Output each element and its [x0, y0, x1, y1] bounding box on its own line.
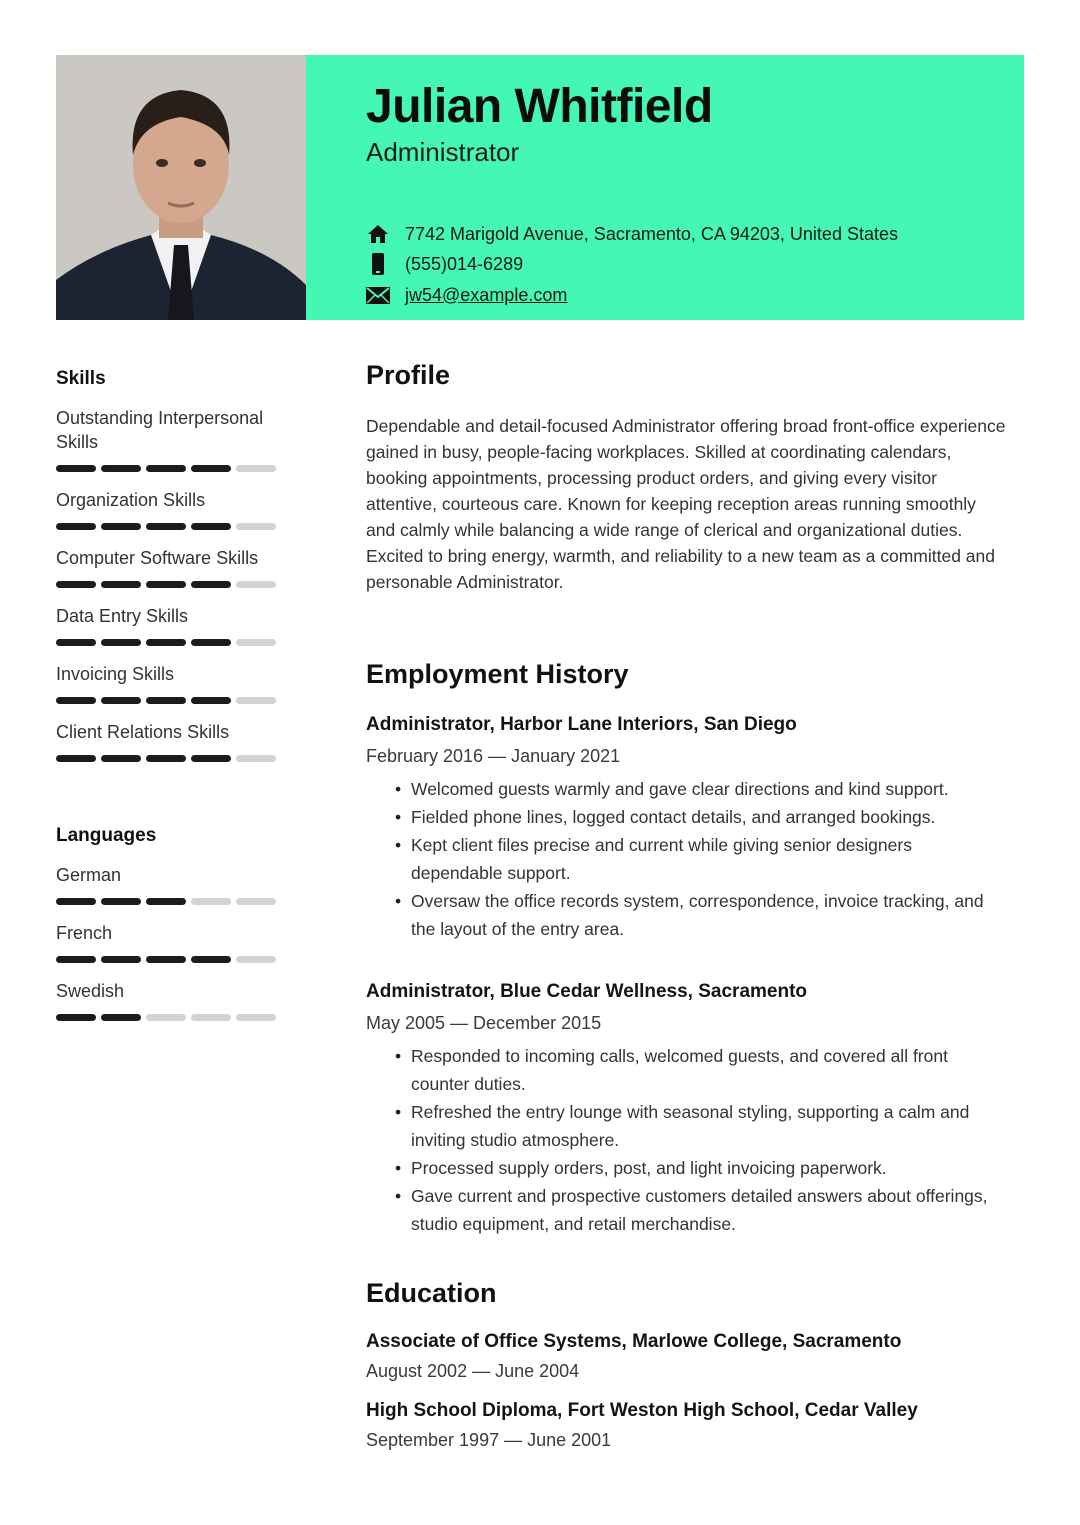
rating-segment	[191, 465, 231, 472]
rating-segment	[191, 1014, 231, 1021]
home-icon	[366, 223, 390, 245]
rating-segment	[236, 755, 276, 762]
skill-item	[56, 720, 281, 762]
phone-text: (555)014-6289	[405, 253, 524, 274]
job-bullet: • Responded to incoming calls, welcomed guests, and covered all front counter duties.	[411, 1042, 1006, 1098]
contact-phone	[366, 253, 523, 275]
phone-icon	[366, 253, 390, 275]
profile-title: Profile	[366, 360, 451, 390]
resume-header	[56, 55, 1024, 320]
rating-segment	[191, 639, 231, 646]
contact-email	[366, 284, 567, 306]
language-name: French	[56, 923, 113, 943]
job-dates: May 2005 — December 2015	[366, 1013, 602, 1033]
rating-segment	[56, 581, 96, 588]
job-entry	[366, 714, 1006, 943]
rating-segment	[146, 956, 186, 963]
job-bullet: • Welcomed guests warmly and gave clear directions and kind support.	[411, 775, 1006, 803]
employment-title: Employment History	[366, 659, 629, 689]
education-entry	[366, 1331, 1006, 1382]
skill-rating	[56, 465, 281, 472]
rating-segment	[236, 581, 276, 588]
job-bullet: • Gave current and prospective customers detailed answers about offerings, studio equipment, and retail merchandise.	[411, 1182, 1006, 1238]
job-entry	[366, 981, 1006, 1238]
job-bullet: • Refreshed the entry lounge with seasonal styling, supporting a calm and inviting studio atmosphere.	[411, 1098, 1006, 1154]
rating-segment	[191, 956, 231, 963]
skills-list	[56, 406, 281, 762]
rating-segment	[146, 465, 186, 472]
education-title: Associate of Office Systems, Marlowe College, Sacramento	[366, 1331, 902, 1352]
job-title: Administrator, Harbor Lane Interiors, San Diego	[366, 714, 797, 735]
job-bullets	[366, 1042, 1006, 1238]
skill-item	[56, 662, 281, 704]
language-rating	[56, 1014, 281, 1021]
education-title: High School Diploma, Fort Weston High School, Cedar Valley	[366, 1400, 918, 1421]
job-dates: February 2016 — January 2021	[366, 746, 621, 766]
skill-name: Organization Skills	[56, 490, 206, 510]
skill-item	[56, 546, 281, 588]
rating-segment	[146, 1014, 186, 1021]
rating-segment	[191, 898, 231, 905]
rating-segment	[56, 523, 96, 530]
email-link[interactable]: jw54@example.com	[405, 284, 568, 305]
rating-segment	[236, 956, 276, 963]
candidate-role: Administrator	[366, 137, 520, 167]
rating-segment	[146, 523, 186, 530]
candidate-name: Julian Whitfield	[366, 80, 713, 133]
education-dates: September 1997 — June 2001	[366, 1430, 612, 1450]
rating-segment	[191, 697, 231, 704]
rating-segment	[101, 697, 141, 704]
skill-item	[56, 604, 281, 646]
rating-segment	[191, 523, 231, 530]
skill-item	[56, 406, 281, 472]
profile-section	[366, 360, 1006, 595]
header-banner	[306, 55, 1024, 320]
address-text: 7742 Marigold Avenue, Sacramento, CA 94203, United States	[405, 223, 898, 244]
profile-photo	[56, 55, 306, 320]
skill-name: Invoicing Skills	[56, 664, 175, 684]
language-name: Swedish	[56, 981, 125, 1001]
rating-segment	[101, 581, 141, 588]
languages-list	[56, 863, 281, 1021]
skill-name: Client Relations Skills	[56, 722, 230, 742]
skills-title: Skills	[56, 368, 106, 389]
skill-item	[56, 488, 281, 530]
rating-segment	[56, 1014, 96, 1021]
language-rating	[56, 898, 281, 905]
skill-rating	[56, 755, 281, 762]
rating-segment	[101, 755, 141, 762]
education-title: Education	[366, 1278, 497, 1308]
sidebar	[56, 368, 281, 1021]
rating-segment	[146, 639, 186, 646]
job-bullet: • Fielded phone lines, logged contact details, and arranged bookings.	[411, 803, 1006, 831]
rating-segment	[101, 956, 141, 963]
rating-segment	[191, 581, 231, 588]
skills-section	[56, 368, 281, 762]
language-item	[56, 921, 281, 963]
employment-section	[366, 659, 1006, 1238]
job-bullets	[366, 775, 1006, 943]
rating-segment	[56, 465, 96, 472]
rating-segment	[101, 898, 141, 905]
rating-segment	[146, 697, 186, 704]
rating-segment	[191, 755, 231, 762]
profile-text: Dependable and detail-focused Administrator offering broad front-office experience gained in busy, people-facing workplaces. Skilled at coordinating calendars, booking appointments, processing product orders, and giving every visitor attentive, courteous care. Known for keeping reception areas running smoothly and calmly while balancing a wide range of clerical and organizational duties. Excited to bring energy, warmth, and reliability to a new team as a committed and personable Administrator.	[366, 416, 1006, 592]
rating-segment	[56, 956, 96, 963]
skill-name: Data Entry Skills	[56, 606, 189, 626]
job-bullet: • Oversaw the office records system, correspondence, invoice tracking, and the layout of the entry area.	[411, 887, 1006, 943]
rating-segment	[56, 639, 96, 646]
languages-section	[56, 825, 281, 1021]
job-bullet: • Kept client files precise and current while giving senior designers dependable support.	[411, 831, 1006, 887]
job-bullet: • Processed supply orders, post, and light invoicing paperwork.	[411, 1154, 1006, 1182]
contact-address	[366, 223, 898, 245]
jobs-list	[366, 714, 1006, 1238]
skill-rating	[56, 523, 281, 530]
rating-segment	[101, 1014, 141, 1021]
language-item	[56, 979, 281, 1021]
rating-segment	[101, 523, 141, 530]
rating-segment	[101, 465, 141, 472]
rating-segment	[56, 755, 96, 762]
education-entry	[366, 1400, 1006, 1451]
education-list	[366, 1331, 1006, 1451]
job-title: Administrator, Blue Cedar Wellness, Sacramento	[366, 981, 808, 1002]
rating-segment	[101, 639, 141, 646]
skill-rating	[56, 639, 281, 646]
mail-icon	[366, 284, 390, 306]
rating-segment	[56, 697, 96, 704]
rating-segment	[236, 1014, 276, 1021]
skill-rating	[56, 581, 281, 588]
education-section	[366, 1278, 1006, 1451]
main-content	[366, 360, 1006, 1451]
rating-segment	[236, 898, 276, 905]
rating-segment	[236, 523, 276, 530]
rating-segment	[236, 465, 276, 472]
rating-segment	[56, 898, 96, 905]
language-name: German	[56, 865, 122, 885]
rating-segment	[146, 898, 186, 905]
rating-segment	[236, 639, 276, 646]
education-dates: August 2002 — June 2004	[366, 1361, 580, 1381]
languages-title: Languages	[56, 825, 157, 846]
skill-rating	[56, 697, 281, 704]
skill-name: Computer Software Skills	[56, 548, 259, 568]
language-rating	[56, 956, 281, 963]
rating-segment	[146, 581, 186, 588]
rating-segment	[236, 697, 276, 704]
language-item	[56, 863, 281, 905]
rating-segment	[146, 755, 186, 762]
skill-name: Outstanding Interpersonal Skills	[56, 408, 264, 452]
